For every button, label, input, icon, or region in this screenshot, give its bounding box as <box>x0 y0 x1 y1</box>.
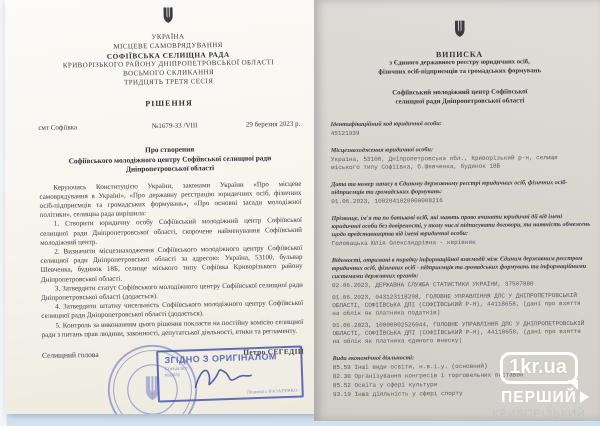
stamp-signer-name: Людмила НАЗАРЕНКО <box>246 387 298 395</box>
decision-preamble: Керуючись Конституцією України, законами України «Про місцеве самоврядування в Україні», «Про державну реєстрацію юридичних осіб, фізичних осіб-підприємців та громадських формувань», «Про основні засади молодіжної політики», селищна рада вирішила: <box>39 179 302 219</box>
field-location-label: Місцезнаходження юридичної особи: <box>330 145 434 154</box>
decision-date: 29 березня 2023 р. <box>245 119 301 129</box>
country-label: УКРАЇНА <box>151 32 185 42</box>
organization-name-line1: Софіївський молодіжний центр Софіївської <box>392 88 528 97</box>
field-head-label: Прізвище, ім'я та по батькові осіб, які мають право вчиняти юридичні дії від імені юридичної особи без довіреності, у тому числі підписувати договори, та наявність обмежень щодо представництва від імені юридичної особи: <box>331 212 591 238</box>
decision-item-5: 5. Контроль за виконанням цього рішення покласти на постійну комісію селищної ради з питань прав людини, законності, депутатської діяльності, етики та регламенту. <box>41 317 304 339</box>
field-id-code-value: 45121939 <box>330 129 360 137</box>
district-line: КРИВОРІЗЬКОГО РАЙОНУ ДНІПРОПЕТРОВСЬКОЇ ОБЛАСТІ <box>62 58 275 70</box>
info-exchange-label: Відомості, отримані в порядку інформаційної взаємодії між Єдиним державним реєстром юридичних осіб, фізичних осіб - підприємців та громадських формувань та інформаційними системами державних органів: <box>331 254 587 280</box>
watermark-line1-text: ПЕРШИЙ <box>501 389 577 406</box>
decision-item-3: 3. Затвердити статут Софіївського молодіжного центру Софіївської селищної ради Дніпропетровської області (додається). <box>40 280 303 302</box>
activity-entry-4: 93.19 Інша діяльність у сфері спорту <box>332 389 463 398</box>
signer-title: Селищний голова <box>41 349 99 360</box>
decision-meta-row <box>38 120 300 132</box>
activity-entry-1: 85.59 Інші види освіти, н.в.і.у. (основний) <box>332 362 488 371</box>
convocation-line: ВОСЬМОГО СКЛИКАННЯ <box>122 68 215 78</box>
certification-stamp <box>156 345 304 402</box>
gov-line: МІСЦЕВЕ САМОВРЯДУВАННЯ <box>113 40 223 51</box>
extract-subtitle-line2: фізичних осіб-підприємців та громадських формувань <box>378 66 541 76</box>
left-emblem-wrap <box>37 5 299 32</box>
info-exchange-entry-3: 01.06.2023, 10000002526044, ГОЛОВНЕ УПРАВЛІННЯ ДПС У ДНІПРОПЕТРОВСЬКІЙ ОБЛАСТІ, СОФІЇВСЬКА ДПІ (СОФІЇВСЬКИЙ Р-Н), 44118658, (дані про взяття на облік як платника єдиного внеску) <box>332 319 585 345</box>
ukraine-trident-icon <box>452 20 466 39</box>
watermark-logo-text: 1kr.ua <box>509 356 567 378</box>
watermark-bubble <box>500 352 578 384</box>
decision-place: смт Софіївка <box>38 123 78 132</box>
decision-item-2: 2. Визначити місцезнаходження Софіївського молодіжного центру Софіївської селищної ради Дніпропетровської області за адресою: Україна, 53100, бульвар Шевченка, будинок 18Б, селище міського типу Софіївка Криворізького району Дніпропетровської області. <box>40 243 303 284</box>
watermark-logo <box>481 352 597 420</box>
activities-label: Види економічної діяльності: <box>332 354 415 362</box>
info-exchange-entry-2: 01.06.2023, 043123118298, ГОЛОВНЕ УПРАВЛІННЯ ДПС У ДНІПРОПЕТРОВСЬКІЙ ОБЛАСТІ, СОФІЇВСЬКА ДПІ (СОФІЇВСЬКИЙ Р-Н), 44118658, (дані про взяття на облік як платника податків) <box>332 291 581 317</box>
field-location-value: Україна, 53100, Дніпропетровська обл., Криворізький р-н, селище міського типу Софіївка, б.Шевченка, будинок 18Б <box>330 153 558 171</box>
decision-item-1: 1. Створити юридичну особу Софіївський молодіжний центр Софіївської селищної ради Дніпропетровської області, скорочене найменування Софіївський молодіжний центр. <box>39 216 303 247</box>
info-exchange-entry-1: 02.06.2023, ДЕРЖАВНА СЛУЖБА СТАТИСТИКИ УКРАЇНИ, 37507880 <box>331 280 534 289</box>
activity-entry-2: 82.30 Організування конгресів і торговельних виставок <box>332 371 524 380</box>
field-record-label: Дата та номер запису в Єдиному державному реєстрі юридичних осіб, фізичних осіб-підприємців та громадських формувань: <box>331 178 568 196</box>
stamp-role-line1: Спеціаліст <box>164 366 188 373</box>
field-id-code-label: Ідентифікаційний код юридичної особи: <box>330 119 442 128</box>
decision-item-4: 4. Затвердити штатну чисельність Софіївського молодіжного центру Софіївської селищної ради Дніпропетровської області (додається). <box>41 298 304 321</box>
speech-pointer-icon <box>580 391 589 403</box>
left-document <box>5 0 314 414</box>
stamp-role-line2: відділу <box>164 372 181 379</box>
watermark-line1 <box>501 389 577 407</box>
field-head-value: Головацька Юлія Олександрівна - керівник <box>331 238 476 247</box>
extract-heading: ВИПИСКА <box>435 49 484 60</box>
stamp-title: ЗГІДНО З ОРИГІНАЛОМ <box>164 351 277 366</box>
watermark-line2: КРИВОРІЗЬКИЙ <box>492 408 586 420</box>
council-name: СОФІЇВСЬКА СЕЛИЩНА РАДА <box>106 49 230 61</box>
field-record-value: 01.06.2023, 1002041020000008216 <box>331 196 443 205</box>
activity-entry-3: 85.52 Освіта у сфері культури <box>332 380 438 389</box>
decision-number: №1679-33 /VIII <box>151 121 198 131</box>
organization-name-line2: селищної ради Дніпропетровської області <box>395 97 525 106</box>
ukraine-trident-icon <box>161 7 174 25</box>
signer-name: Петро СЕГЕДІЙ <box>243 346 305 357</box>
decision-title-line2: Софіївського молодіжного центру Софіївської селищної ради <box>68 152 272 165</box>
decision-title-line1: Про створення <box>145 144 195 155</box>
right-emblem-wrap <box>330 19 589 45</box>
decision-heading: РІШЕННЯ <box>145 98 193 109</box>
decision-title <box>39 143 301 176</box>
extract-subtitle-line1: з Єдиного державного реєстру юридичних осіб, <box>389 58 530 67</box>
decision-title-line3: Дніпропетровської області <box>125 163 215 174</box>
organization-name <box>330 88 589 108</box>
session-line: ТРИДЦЯТЬ ТРЕТЯ СЕСІЯ <box>123 77 214 87</box>
